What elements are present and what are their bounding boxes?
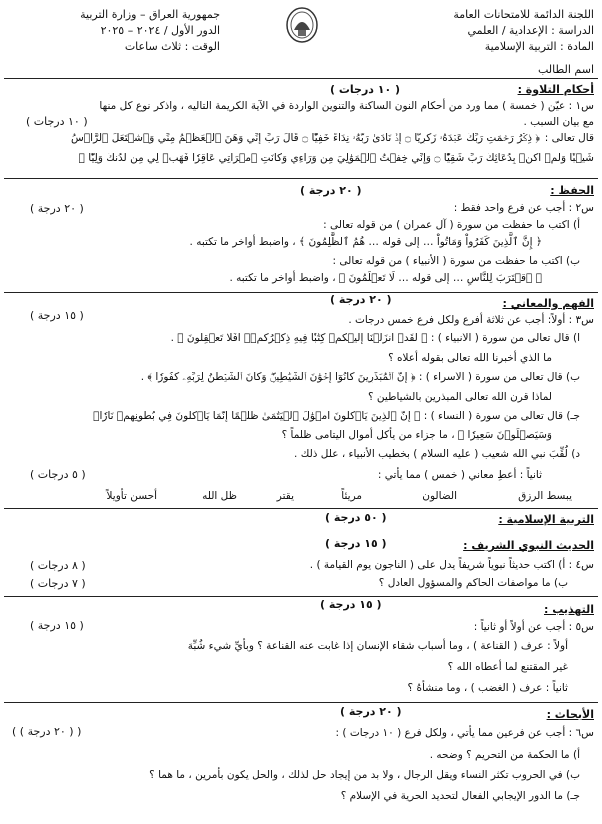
header-time: الوقت : ثلاث ساعات — [124, 40, 220, 53]
meaning-word: ظل الله — [202, 490, 237, 502]
q1-marks: ( ١٠ درجات ) — [26, 115, 88, 128]
q1-verse-line2: شَيۡبٗا وَلَمۡ أَكُنۢ بِدُعَآئِكَ رَبِّ شَقِيّٗا ۝ وَإِنِّي خِفۡتُ ٱلۡمَوَٰلِيَ مِن وَرَآءِي وَكَانَتِ ٱمۡرَأَتِي عَاقِرٗا فَهَبۡ لِي مِن لَّدُنكَ وَلِيّٗا ﴾ — [78, 153, 594, 164]
q3-a: أ) قال تعالى من سورة ( الأنبياء ) : ﴿ لَقَدۡ أَنزَلۡنَآ إِلَيۡكُمۡ كِتَٰبٗا فِيهِ ذِكۡرُكُمۡۚ أَفَلَا تَعۡقِلُونَ ﴾ . — [170, 333, 580, 344]
q4-a: س٤ : أ) اكتب حديثاً نبوياً شريفاً يدل على ( الناجون يوم القيامة ) . — [309, 559, 594, 571]
hadith-marks: ( ١٥ درجة ) — [325, 537, 387, 550]
tilawa-divider — [4, 178, 598, 179]
tarbiya-heading: التربية الإسلامية : — [498, 513, 594, 526]
meaning-word: مريئاً — [341, 490, 362, 502]
q3-b-question: لماذا قرن الله تعالى المبذرين بالشياطين ؟ — [368, 391, 552, 403]
tahdhib-divider — [4, 702, 598, 703]
q3-b: ب) قال تعالى من سورة ( الأسراء ) : ﴿ إِنَّ ٱلۡمُبَذِّرِينَ كَانُوٓاْ إِخۡوَٰنَ ٱلشَّيَٰطِينِۖ وَكَانَ ٱلشَّيۡطَٰنُ لِرَبِّهِۦ كَفُورٗا ﴾ . — [140, 372, 580, 383]
q5-first: أولاً : عرف ( القناعة ) ، وما أسباب شقاء الإنسان إذا غابت عنه القناعة ؟ وبأيِّ شيء شُبِّهَ — [187, 640, 568, 652]
tahdhib-heading: التهذيب : — [543, 603, 594, 616]
q1-text: س١ : عيّن ( خمسة ) مما ورد من أحكام النون الساكنة والتنوين الواردة في الآية الكريمة التاليه ، واذكر نوع كل منها — [99, 100, 594, 112]
fahm-divider — [4, 508, 598, 509]
tarbiya-marks: ( ٥٠ درجة ) — [325, 511, 387, 524]
q6-b: ب) في الحروب تكثر النساء ويقل الرجال ، ولا بد من إيجاد حل لذلك ، والحل يكون بأمرين ، ما هما ؟ — [149, 769, 580, 781]
q2-a-verse: ﴿ إِنَّ ٱلَّذِينَ كَفَرُواْ وَمَاتُواْ … إلى قوله … هُمُ ٱلظَّٰلِمُونَ ﴾ ، واضبط أواخر ما تكتبه . — [189, 236, 542, 248]
hadith-heading: الحديث النبوي الشريف : — [463, 539, 594, 552]
hadith-divider — [4, 596, 598, 597]
fahm-marks: ( ٢٠ درجة ) — [330, 293, 392, 306]
hifz-marks: ( ٢٠ درجة ) — [300, 184, 362, 197]
q3-second-marks: ( ٥ درجات ) — [30, 468, 86, 481]
q3-marks: ( ١٥ درجة ) — [30, 309, 84, 322]
q2-b-verse: ﴿ ٱقۡتَرَبَ لِلنَّاسِ … إلى قوله … لَا تَعۡلَمُونَ ﴾ ، واضبط أواخر ما تكتبه . — [229, 272, 542, 284]
q5-second: ثانياً : عرف ( الغضب ) ، وما منشأهُ ؟ — [407, 682, 568, 694]
q3-c: جـ) قال تعالى من سورة ( النساء ) : ﴿ إِنَّ ٱلَّذِينَ يَأۡكُلُونَ أَمۡوَٰلَ ٱلۡيَتَٰمَىٰ ظُلۡمًا إِنَّمَا يَأۡكُلُونَ فِي بُطُونِهِمۡ نَارٗاۖ — [93, 411, 580, 422]
q3-c-2: وَسَيَصۡلَوۡنَ سَعِيرٗا ﴾ ، ما جزاء من يأكل أموال اليتامى ظلماً ؟ — [281, 429, 552, 441]
header-committee: اللجنة الدائمة للامتحانات العامة — [453, 8, 594, 21]
q4-a-marks: ( ٨ درجات ) — [30, 559, 86, 572]
q1-text-2: مع بيان السبب . — [523, 116, 594, 128]
q6-c: جـ) ما الدور الإيجابي الفعال لتحديد الحرية في الإسلام ؟ — [340, 790, 580, 802]
hifz-heading: الحفظ : — [550, 184, 594, 197]
header-divider — [4, 78, 598, 79]
student-name-label: اسم الطالب — [537, 63, 594, 76]
q2-b: ب) اكتب ما حفظت من سورة ( الأنبياء ) من قوله تعالى : — [332, 255, 580, 267]
q6-text: س٦ : أجب عن فرعين مما يأتي ، ولكل فرع ( ١٠ درجات ) : — [335, 727, 594, 739]
fahm-heading: الفهم والمعاني : — [502, 297, 594, 310]
q5-first-2: غير المقتنع لما أعطاه الله ؟ — [447, 661, 568, 673]
iraq-ministry-emblem-icon — [284, 6, 320, 46]
q2-a: أ) اكتب ما حفظت من سورة ( آل عمران ) من قوله تعالى : — [323, 219, 580, 231]
meaning-word: الضالون — [422, 490, 457, 502]
abhath-heading: الأبحاث : — [546, 708, 594, 721]
q2-text: س٢ : أجب عن فرع واحد فقط : — [453, 202, 594, 214]
q3-a-question: ما الذي أخبرنا الله تعالى بقوله أعلاه ؟ — [388, 352, 552, 364]
q4-b: ب) ما مواصفات الحاكم والمسؤول العادل ؟ — [378, 577, 568, 589]
q3-text: س٣ : أولاً: أجب عن ثلاثة أفرع ولكل فرع خمس درجات . — [348, 314, 594, 326]
q6-a: أ) ما الحكمة من التحريم ؟ وضحه . — [429, 749, 580, 761]
q1-verse-line1: ﴿ ذِكۡرُ رَحۡمَتِ رَبِّكَ عَبۡدَهُۥ زَكَرِيَّآ ۝ إِذۡ نَادَىٰ رَبَّهُۥ نِدَآءً خَفِيّٗا ۝ قَالَ رَبِّ إِنِّي وَهَنَ ٱلۡعَظۡمُ مِنِّي وَٱشۡتَعَلَ ٱلرَّأۡسُ — [71, 133, 540, 144]
header-ministry: جمهورية العراق – وزارة التربية — [80, 8, 220, 21]
tilawa-heading: أحكام التلاوة : — [517, 83, 594, 96]
q2-marks: ( ٢٠ درجة ) — [30, 202, 84, 215]
meaning-word: يقتر — [276, 490, 294, 502]
q6-marks: ( ( ٢٠ درجة ) ) — [12, 725, 82, 738]
q1-verse-intro: قال تعالى : — [544, 132, 594, 144]
tilawa-marks: ( ١٠ درجات ) — [330, 83, 401, 96]
q5-text: س٥ : أجب عن أولاً أو ثانياً : — [473, 621, 594, 633]
q5-marks: ( ١٥ درجة ) — [30, 619, 84, 632]
tahdhib-marks: ( ١٥ درجة ) — [320, 598, 382, 611]
header-study: الدراسة : الإعدادية / العلمي — [467, 24, 594, 37]
header-subject: المادة : التربية الإسلامية — [484, 40, 594, 53]
abhath-marks: ( ٢٠ درجة ) — [340, 705, 402, 718]
q4-b-marks: ( ٧ درجات ) — [30, 577, 86, 590]
q3-d: د) لُقِّبَ نبي الله شعيب ( عليه السلام ) بخطيب الأنبياء ، علل ذلك . — [294, 448, 580, 460]
meaning-word: أحسن تأويلاً — [106, 490, 157, 502]
hifz-divider — [4, 292, 598, 293]
header-round: الدور الأول / ٢٠٢٤ – ٢٠٢٥ — [100, 24, 220, 37]
meaning-word: يبسط الرزق — [518, 490, 572, 502]
q3-second: ثانياً : أعطِ معاني ( خمس ) مما يأتي : — [377, 469, 542, 481]
